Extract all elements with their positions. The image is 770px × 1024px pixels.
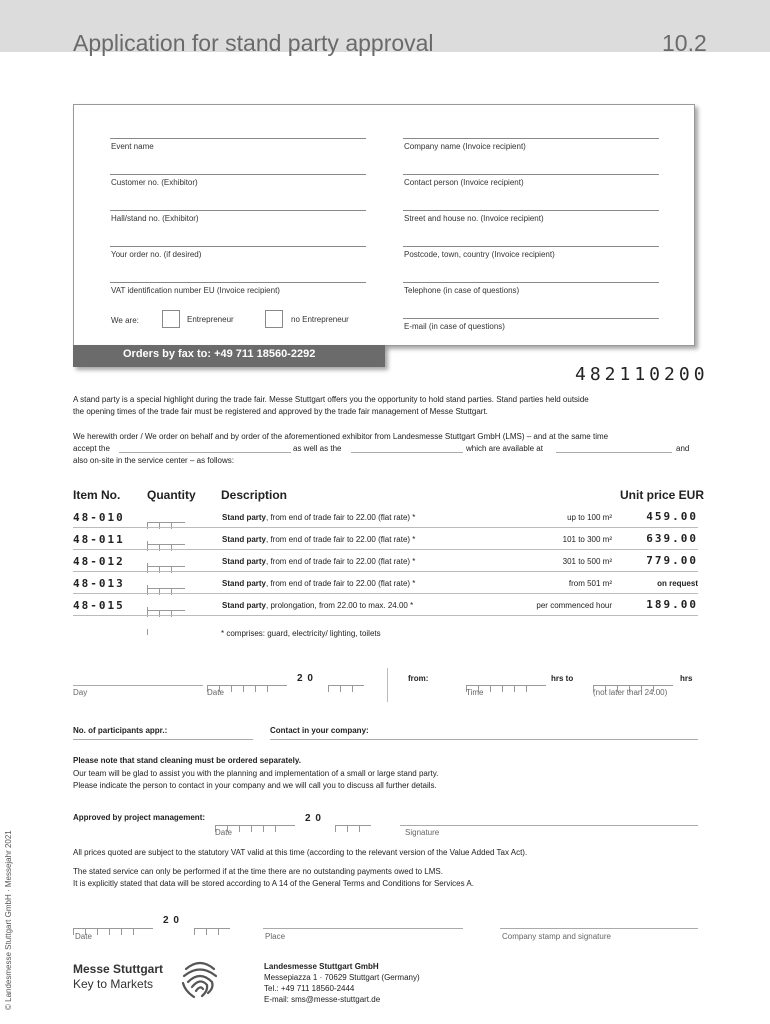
cleaning-note: Please note that stand cleaning must be ordered separately. [73,756,301,765]
approval-label: Approved by project management: [73,813,206,822]
item-description: Stand party, from end of trade fair to 22.00 (flat rate) * [222,535,416,544]
footer-company: Landesmesse Stuttgart GmbH [264,962,379,971]
order-aswell-label: as well as the [293,444,342,453]
from-label: from: [408,674,429,683]
footer-street: Messepiazza 1 · 70629 Stuttgart (Germany) [264,973,420,982]
time-from-field[interactable] [466,679,546,686]
form-code: 482110200 [575,364,709,385]
order-no-label: Your order no. (if desired) [111,250,202,259]
contact-note: Please indicate the person to contact in your company and we will call you to discuss all further details. [73,781,437,790]
item-size: 301 to 500 m² [562,557,612,566]
item-description: Stand party, prolongation, from 22.00 to max. 24.00 * [222,601,414,610]
item-code: 48-012 [73,555,125,568]
contact-field[interactable] [270,739,698,740]
place-label: Place [265,932,286,941]
intro-line-2: the opening times of the trade fair must be registered and approved by the trade fair management of Messe Stuttgart. [73,407,488,416]
col-item-no: Item No. [73,488,121,502]
assist-note: Our team will be glad to assist you with the planning and implementation of a small or large stand party. [73,769,439,778]
order-and-label: and [676,444,690,453]
date-field[interactable] [207,679,287,686]
vat-id-label: VAT identification number EU (Invoice recipient) [111,286,280,295]
col-unit-price: Unit price EUR [620,488,705,502]
hall-stand-field[interactable] [110,210,366,211]
sign-date-field[interactable] [73,922,153,929]
date-year-prefix: 2 0 [297,673,314,684]
storage-notice: It is explicitly stated that data will be stored according to A 14 of the General Terms and Conditions for Services A. [73,879,474,888]
fax-text: Orders by fax to: +49 711 18560-2292 [123,348,316,360]
order-accept-label: accept the [73,444,110,453]
terms-field[interactable] [119,452,291,453]
we-are-label: We are: [111,316,139,325]
approval-year-prefix: 2 0 [305,813,322,824]
no-entrepreneur-label: no Entrepreneur [291,315,349,324]
item-size: from 501 m² [568,579,612,588]
item-price: 189.00 [646,598,698,611]
postcode-label: Postcode, town, country (Invoice recipient) [404,250,555,259]
date-year-field[interactable] [328,679,364,686]
item-price: 779.00 [646,554,698,567]
postcode-field[interactable] [403,246,659,247]
contact-person-field[interactable] [403,174,659,175]
item-price: 639.00 [646,532,698,545]
stamp-field[interactable] [500,928,698,929]
vat-notice: All prices quoted are subject to the statutory VAT valid at this time (according to the relevant version of the Value Added Tax Act). [73,848,528,857]
approval-signature-label: Signature [405,828,440,837]
sign-year-field[interactable] [194,922,230,929]
quantity-input[interactable] [147,582,185,589]
item-size: up to 100 m² [567,513,612,522]
row-divider [73,571,698,572]
order-line-1: We herewith order / We order on behalf and by order of the aforementioned exhibitor from Landesmesse Stuttgart GmbH (LMS) – and at the same time [73,432,609,441]
company-name-field[interactable] [403,138,659,139]
approval-date-field[interactable] [215,819,295,826]
email-label: E-mail (in case of questions) [404,322,505,331]
item-description: Stand party, from end of trade fair to 22.00 (flat rate) * [222,513,416,522]
not-later-label: (not later than 24.00) [593,688,668,697]
quantity-input[interactable] [147,560,185,567]
quantity-input[interactable] [147,604,185,611]
quantity-input[interactable] [147,538,185,545]
time-to-field[interactable] [593,679,673,686]
row-divider [73,549,698,550]
date-time-divider [387,668,388,702]
approval-date-label: Date [215,828,232,837]
row-divider [73,615,698,616]
telephone-label: Telephone (in case of questions) [404,286,520,295]
telephone-field[interactable] [403,282,659,283]
hall-stand-label: Hall/stand no. (Exhibitor) [111,214,199,223]
entrepreneur-label: Entrepreneur [187,315,234,324]
event-name-label: Event name [111,142,154,151]
item-code: 48-015 [73,599,125,612]
row-divider [73,527,698,528]
hrs-to-label: hrs to [551,674,574,683]
sign-date-label: Date [75,932,92,941]
order-available-label: which are available at [466,444,543,453]
customer-no-field[interactable] [110,174,366,175]
item-code: 48-010 [73,511,125,524]
entrepreneur-checkbox[interactable] [162,310,180,328]
item-price: 459.00 [646,510,698,523]
item-description: Stand party, from end of trade fair to 22.00 (flat rate) * [222,557,416,566]
vat-id-field[interactable] [110,282,366,283]
event-name-field[interactable] [110,138,366,139]
order-line-3: also on-site in the service center – as follows: [73,456,234,465]
brand-name: Messe Stuttgart [73,962,164,976]
item-code: 48-011 [73,533,125,546]
time-label: Time [466,688,484,697]
day-field[interactable] [73,685,203,686]
day-label: Day [73,688,88,697]
copyright-vertical: © Landesmesse Stuttgart GmbH · Messejahr 2021 [4,830,13,1010]
brand-tagline: Key to Markets [73,977,154,991]
item-size: 101 to 300 m² [562,535,612,544]
company-name-label: Company name (Invoice recipient) [404,142,526,151]
fingerprint-logo-icon [180,955,220,1001]
item-size: per commenced hour [536,601,612,610]
street-field[interactable] [403,210,659,211]
footer-tel: Tel.: +49 711 18560-2444 [264,984,355,993]
approval-year-field[interactable] [335,819,371,826]
intro-line-1: A stand party is a special highlight during the trade fair. Messe Stuttgart offers you the opportunity to hold stand parties. Stand parties held outside [73,395,589,404]
form-number: 10.2 [662,30,707,56]
footer-email: E-mail: sms@messe-stuttgart.de [264,995,381,1004]
hrs-label: hrs [680,674,693,683]
place-field[interactable] [263,928,463,929]
table-footnote: * comprises: guard, electricity/ lighting, toilets [221,629,381,638]
page-title: Application for stand party approval [73,30,434,56]
contact-label: Contact in your company: [270,726,369,735]
approval-signature-field[interactable] [400,825,698,826]
street-label: Street and house no. (Invoice recipient) [404,214,544,223]
website-field[interactable] [556,452,672,453]
item-code: 48-013 [73,577,125,590]
item-description: Stand party, from end of trade fair to 22.00 (flat rate) * [222,579,416,588]
participants-label: No. of participants appr.: [73,726,168,735]
conditions-field[interactable] [351,452,463,453]
participants-field[interactable] [73,739,253,740]
date-label: Date [207,688,224,697]
order-no-field[interactable] [110,246,366,247]
service-notice: The stated service can only be performed if at the time there are no outstanding payments owed to LMS. [73,867,443,876]
no-entrepreneur-checkbox[interactable] [265,310,283,328]
col-quantity: Quantity [147,488,196,502]
customer-no-label: Customer no. (Exhibitor) [111,178,198,187]
sign-year-prefix: 2 0 [163,915,180,926]
email-field[interactable] [403,318,659,319]
row-divider [73,593,698,594]
contact-person-label: Contact person (Invoice recipient) [404,178,524,187]
quantity-input[interactable] [147,516,185,523]
col-description: Description [221,488,288,502]
item-price: on request [657,579,698,588]
stamp-label: Company stamp and signature [502,932,611,941]
